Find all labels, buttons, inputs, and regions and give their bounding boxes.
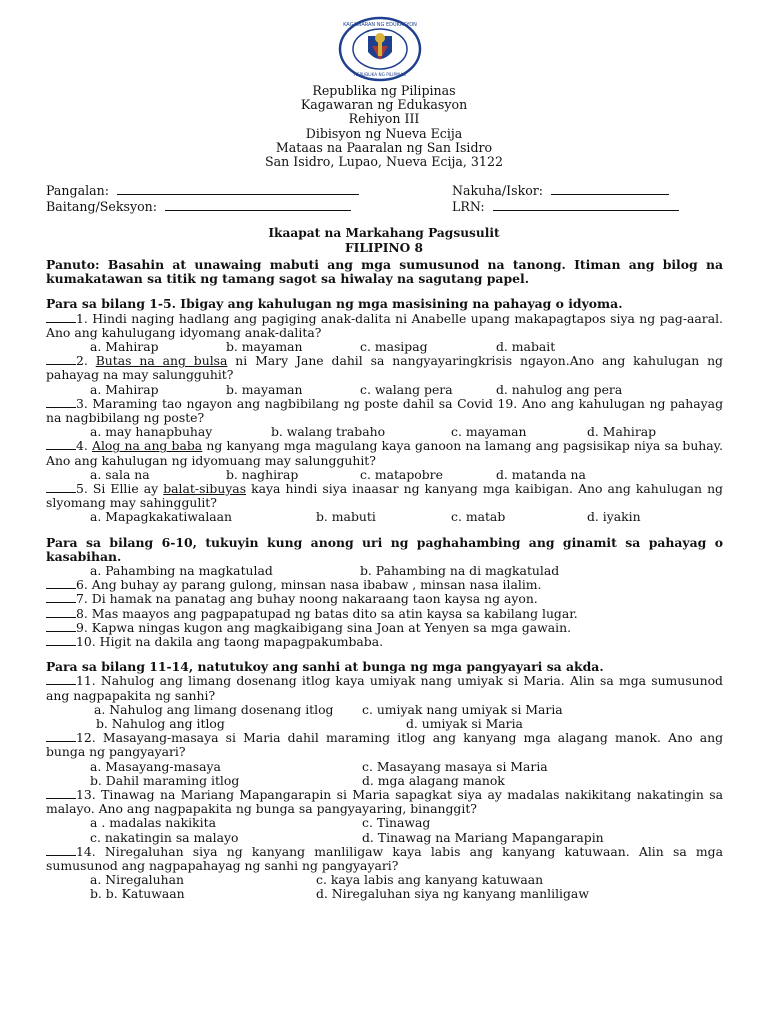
choice-d[interactable]: d. mabait	[496, 339, 556, 355]
choice-c[interactable]: c. matab	[451, 509, 506, 525]
choice-a[interactable]: a. Pahambing na magkatulad	[90, 562, 273, 578]
seal-text-bottom: REPUBLIKA NG PILIPINAS	[354, 72, 406, 77]
instructions: Panuto: Basahin at unawaing mabuti ang mga sumusunod na tanong. Itiman ang bilog na kumakatawan sa titik ng tamang sagot sa hiwalay na sagutang papel.	[46, 257, 723, 287]
question-12	[46, 731, 723, 759]
question-14	[46, 845, 723, 873]
question-9	[46, 621, 723, 635]
answer-blank[interactable]	[46, 312, 76, 323]
name-label: Pangalan:	[46, 183, 109, 198]
choice-b[interactable]: b. mabuti	[316, 509, 376, 525]
choice-a[interactable]: a. Mahirap	[90, 339, 159, 355]
question-7	[46, 592, 723, 606]
choice-c[interactable]: c. walang pera	[360, 381, 453, 397]
choice-b[interactable]: b. Pahambing na di magkatulad	[360, 562, 560, 578]
choice-a[interactable]: a. Mapagkakatiwalaan	[90, 509, 233, 525]
question-11-text: 11. Nahulog ang limang dosenang itlog kaya umiyak nang umiyak si Maria. Alin sa mga sumusunod ang nagpapakita ng sanhi?	[46, 673, 723, 703]
question-5-underlined: balat-sibuyas	[163, 480, 247, 496]
choice-d[interactable]: d. Mahirap	[587, 424, 657, 440]
question-1-text: 1. Hindi naging hadlang ang pagiging anak-dalita ni Anabelle upang makapagtapos siya ng pag-aaral. Ano ang kahulugang idyomang anak-dalita?	[46, 310, 723, 340]
answer-blank[interactable]	[46, 439, 76, 450]
lrn-blank[interactable]	[493, 199, 679, 211]
question-12-choices-row2	[46, 774, 723, 788]
choice-b[interactable]: b. b. Katuwaan	[90, 886, 185, 902]
header-address: San Isidro, Lupao, Nueva Ecija, 3122	[265, 154, 503, 170]
choice-a[interactable]: a. Masayang-masaya	[90, 758, 221, 774]
question-5-choices	[46, 510, 723, 524]
question-14-choices-row1	[46, 873, 723, 887]
question-2-underlined: Butas na ang bulsa	[95, 353, 228, 369]
header-region: Rehiyon III	[348, 111, 420, 127]
question-4-underlined: Alog na ang baba	[92, 438, 203, 454]
exam-title: Ikaapat na Markahang Pagsusulit	[268, 226, 500, 240]
exam-titles	[0, 226, 768, 256]
choice-b[interactable]: b. Nahulog ang itlog	[96, 715, 225, 731]
question-14-text: 14. Niregaluhan siya ng kanyang manliligaw kaya labis ang kanyang katuwaan. Alin sa mga sumusunod ang nagpapahayag ng sanhi ng pangyayari?	[46, 843, 723, 873]
answer-blank[interactable]	[46, 845, 76, 856]
answer-blank[interactable]	[46, 635, 76, 646]
subject-title: FILIPINO 8	[345, 241, 423, 255]
choice-a[interactable]: a. Mahirap	[90, 381, 159, 397]
grade-section-blank[interactable]	[165, 199, 351, 211]
choice-a[interactable]: a. Nahulog ang limang dosenang itlog	[94, 701, 334, 717]
question-8	[46, 607, 723, 621]
exam-body	[46, 258, 723, 902]
question-1-choices	[46, 340, 723, 354]
question-13-choices-row1	[46, 816, 723, 830]
question-12-text: 12. Masayang-masaya si Maria dahil maraming itlog ang kanyang mga alagang manok. Ano ang bunga ng pangyayari?	[46, 730, 723, 760]
answer-blank[interactable]	[46, 397, 76, 408]
choice-b[interactable]: b. walang trabaho	[271, 424, 386, 440]
choice-a[interactable]: a. may hanapbuhay	[90, 424, 213, 440]
question-6-text: 6. Ang buhay ay parang gulong, minsan nasa ibabaw , minsan nasa ilalim.	[76, 577, 542, 593]
choice-b[interactable]: c. nakatingin sa malayo	[90, 829, 239, 845]
question-5-prefix: 5. Si Ellie ay	[76, 480, 164, 496]
part3-heading: Para sa bilang 11-14, natutukoy ang sanhi at bunga ng mga pangyayari sa akda.	[46, 659, 604, 675]
header-school: Mataas na Paaralan ng San Isidro	[275, 139, 493, 155]
question-13-text: 13. Tinawag na Mariang Mapangarapin si Maria sapagkat siya ay madalas nakikitang nakatingin sa malayo. Ano ang nagpapakita ng bunga sa pangyayaring, binanggit?	[46, 786, 723, 817]
student-info-fields	[46, 183, 726, 215]
part1-heading: Para sa bilang 1-5. Ibigay ang kahulugan ng mga masisining na pahayag o idyoma.	[46, 296, 623, 312]
question-11	[46, 674, 723, 702]
question-13-choices-row2	[46, 831, 723, 845]
answer-blank[interactable]	[46, 788, 76, 799]
score-blank[interactable]	[551, 183, 669, 195]
answer-blank[interactable]	[46, 607, 76, 618]
question-4-choices	[46, 468, 723, 482]
question-4-text: ng kanyang mga magulang kaya ganoon na lamang ang pagsisikap niya sa buhay. Ano ang kahulugan ng idyomuang may salungguhit?	[46, 438, 723, 468]
header-department: Kagawaran ng Edukasyon	[300, 97, 468, 113]
lrn-label: LRN:	[452, 199, 485, 214]
question-10-text: 10. Higit na dakila ang taong mapagpakumbaba.	[76, 633, 384, 649]
question-12-choices-row1	[46, 760, 723, 774]
question-9-text: 9. Kapwa ningas kugon ang magkaibigang sina Joan at Yenyen sa mga gawain.	[76, 619, 572, 635]
choice-d[interactable]: d. umiyak si Maria	[406, 715, 523, 731]
answer-blank[interactable]	[46, 592, 76, 603]
choice-d[interactable]: d. mga alagang manok	[362, 772, 505, 788]
question-13	[46, 788, 723, 816]
answer-blank[interactable]	[46, 621, 76, 632]
answer-blank[interactable]	[46, 354, 76, 365]
question-2-text: ni Mary Jane dahil sa nangyayaringkrisis ngayon.Ano ang kahulugan ng pahayag na may salungguhit?	[46, 353, 723, 383]
choice-c[interactable]: c. mayaman	[451, 424, 527, 440]
question-2-choices	[46, 383, 723, 397]
part2-heading: Para sa bilang 6-10, tukuyin kung anong uri ng paghahambing ang ginamit sa pahayag o kasabihan.	[46, 534, 723, 564]
choice-a[interactable]: a . madalas nakikita	[90, 815, 216, 831]
question-10	[46, 635, 723, 649]
choice-a[interactable]: a. sala na	[90, 466, 150, 482]
question-2	[46, 354, 723, 382]
answer-blank[interactable]	[46, 578, 76, 589]
choice-a[interactable]: a. Niregaluhan	[90, 872, 184, 888]
school-header	[0, 84, 768, 169]
question-3	[46, 397, 723, 425]
deped-seal-logo	[338, 16, 422, 82]
choice-b[interactable]: b. Dahil maraming itlog	[90, 772, 240, 788]
choice-b[interactable]: b. mayaman	[226, 339, 303, 355]
answer-blank[interactable]	[46, 674, 76, 685]
question-2-number: 2.	[76, 353, 88, 369]
header-republic: Republika ng Pilipinas	[312, 83, 456, 98]
answer-blank[interactable]	[46, 731, 76, 742]
choice-d[interactable]: d. iyakin	[587, 509, 641, 525]
choice-c[interactable]: c. matapobre	[360, 466, 443, 482]
choice-d[interactable]: d. matanda na	[496, 466, 586, 482]
score-label: Nakuha/Iskor:	[452, 183, 544, 198]
question-6	[46, 578, 723, 592]
question-5	[46, 482, 723, 510]
header-division: Dibisyon ng Nueva Ecija	[305, 125, 463, 141]
name-blank[interactable]	[117, 183, 359, 195]
seal-text-top: KAGAWARAN NG EDUKASYON	[343, 22, 417, 28]
part2-choices	[46, 564, 723, 578]
choice-c[interactable]: c. umiyak nang umiyak si Maria	[362, 701, 563, 717]
choice-c[interactable]: c. Tinawag	[362, 815, 431, 831]
answer-blank[interactable]	[46, 482, 76, 493]
choice-c[interactable]: c. Masayang masaya si Maria	[362, 758, 548, 774]
grade-section-label: Baitang/Seksyon:	[46, 199, 158, 214]
choice-d[interactable]: d. Tinawag na Mariang Mapangarapin	[362, 829, 604, 845]
question-11-choices-row1	[46, 703, 723, 717]
choice-b[interactable]: b. naghirap	[226, 466, 299, 482]
question-14-choices-row2	[46, 887, 723, 901]
question-7-text: 7. Di hamak na panatag ang buhay noong nakaraang taon kaysa ng ayon.	[76, 591, 538, 607]
question-5-text: kaya hindi siya inaasar ng kanyang mga kaibigan. Ano ang kahulugan ng slyomang may sahinggulit?	[46, 480, 723, 511]
question-11-choices-row2	[46, 717, 723, 731]
choice-b[interactable]: b. mayaman	[226, 381, 303, 397]
question-4-number: 4.	[76, 438, 88, 454]
question-3-choices	[46, 425, 723, 439]
question-1	[46, 312, 723, 340]
choice-c[interactable]: c. masipag	[360, 339, 428, 355]
question-4	[46, 439, 723, 467]
choice-c[interactable]: c. kaya labis ang kanyang katuwaan	[316, 872, 544, 888]
question-8-text: 8. Mas maayos ang pagpapatupad ng batas dito sa atin kaysa sa kabilang lugar.	[76, 605, 578, 621]
choice-d[interactable]: d. nahulog ang pera	[496, 381, 623, 397]
question-3-text: 3. Maraming tao ngayon ang nagbibilang ng poste dahil sa Covid 19. Ano ang kahulugan ng pahayag na nagbibilang ng poste?	[46, 395, 723, 425]
choice-d[interactable]: d. Niregaluhan siya ng kanyang manliligaw	[316, 886, 589, 902]
